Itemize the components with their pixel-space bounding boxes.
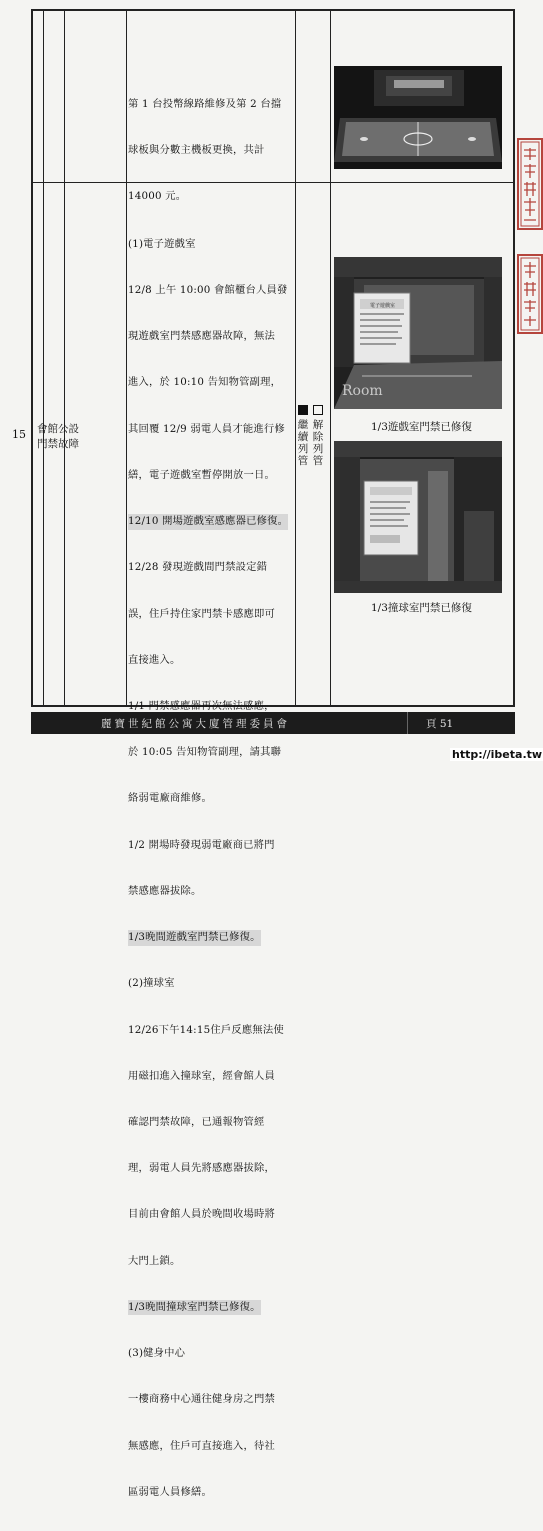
- desc-line: 現遊戲室門禁感應器故障，無法: [128, 330, 275, 343]
- desc-line: 其回覆 12/9 弱電人員才能進行修: [128, 422, 285, 435]
- caption-game-room: 1/3遊戲室門禁已修復: [371, 421, 472, 433]
- col-divider: [126, 11, 127, 705]
- checked-box-icon: [298, 405, 308, 415]
- air-hockey-photo: [334, 66, 502, 169]
- desc-line-highlighted: 12/10 開場遊戲室感應器已修復。: [128, 514, 288, 529]
- desc-line: 球板與分數主機板更換，共計: [128, 144, 265, 157]
- desc-line: 直接進入。: [128, 653, 181, 666]
- desc-line: 12/28 發現遊戲間門禁設定錯: [128, 561, 268, 574]
- desc-line: 理，弱電人員先將感應器拔除，: [128, 1162, 275, 1175]
- seal-stamp: [517, 138, 543, 230]
- desc-line: (3)健身中心: [128, 1347, 186, 1360]
- watermark-url: http://ibeta.tw: [452, 748, 543, 761]
- desc-line: 確認門禁故障，已通報物管經: [128, 1115, 265, 1128]
- desc-line: 用磁扣進入撞球室，經會館人員: [128, 1069, 275, 1082]
- desc-line: 14000 元。: [128, 190, 187, 203]
- game-room-door-image: [334, 257, 502, 409]
- desc-line: 大門上鎖。: [128, 1254, 181, 1267]
- seal-stamp-small: [517, 254, 543, 334]
- col-divider: [330, 11, 331, 705]
- desc-line: 誤，住戶持住家門禁卡感應即可: [128, 607, 275, 620]
- desc-line: (2)撞球室: [128, 977, 175, 990]
- seal-image-small: [519, 256, 541, 332]
- desc-line: 於 10:05 告知物管副理，請其聯: [128, 746, 282, 759]
- desc-line: 絡弱電廠商維修。: [128, 792, 212, 805]
- desc-line: 12/8 上午 10:00 會館櫃台人員發: [128, 284, 288, 297]
- footer-divider: [407, 712, 408, 734]
- status-continue: [297, 405, 309, 467]
- desc-line-highlighted: 1/3晚間遊戲室門禁已修復。: [128, 930, 261, 945]
- row2-description: [128, 206, 288, 1531]
- page-number: 頁 51: [426, 718, 454, 730]
- game-room-door-photo: [334, 257, 502, 409]
- door-sign-text: 電子遊戲室: [370, 303, 396, 309]
- footer-title: 麗寶世紀館公寓大廈管理委員會: [101, 718, 290, 730]
- billiard-room-door-photo: [334, 441, 502, 593]
- desc-line: 第 1 台投幣線路維修及第 2 台擋: [128, 97, 282, 110]
- desc-line: 區弱電人員修繕。: [128, 1485, 212, 1498]
- room-sign-text: Room: [342, 383, 383, 399]
- desc-line: 目前由會館人員於晚間收場時將: [128, 1208, 275, 1221]
- desc-line: 無感應，住戶可直接進入，待社: [128, 1439, 275, 1452]
- billiard-room-door-image: [334, 441, 502, 593]
- desc-line-highlighted: 1/3晚間撞球室門禁已修復。: [128, 1300, 261, 1315]
- desc-line: 12/26下午14:15住戶反應無法使: [128, 1023, 284, 1036]
- col-divider: [64, 11, 65, 705]
- status-remove: [312, 405, 324, 467]
- row-category: 會館公設 門禁故障: [37, 423, 79, 450]
- desc-line: 禁感應器拔除。: [128, 884, 202, 897]
- desc-line: 繕，電子遊戲室暫停開放一日。: [128, 468, 275, 481]
- col-divider: [43, 11, 44, 705]
- row-number: 15: [12, 428, 26, 441]
- desc-line: 進入，於 10:10 告知物管副理，: [128, 376, 282, 389]
- air-hockey-image: [334, 66, 502, 169]
- col-divider: [295, 11, 296, 705]
- seal-image: [519, 140, 541, 228]
- desc-line: 1/2 開場時發現弱電廠商已將門: [128, 838, 275, 851]
- status-remove-label: 解除列管: [312, 419, 324, 467]
- status-continue-label: 繼續列管: [297, 419, 309, 467]
- page-footer: [31, 712, 515, 734]
- desc-line: 1/1 門禁感應器再次無法感應，: [128, 700, 275, 712]
- desc-line: 一樓商務中心通往健身房之門禁: [128, 1393, 275, 1406]
- desc-line: (1)電子遊戲室: [128, 237, 196, 250]
- unchecked-box-icon: [313, 405, 323, 415]
- caption-billiard-room: 1/3撞球室門禁已修復: [371, 602, 472, 614]
